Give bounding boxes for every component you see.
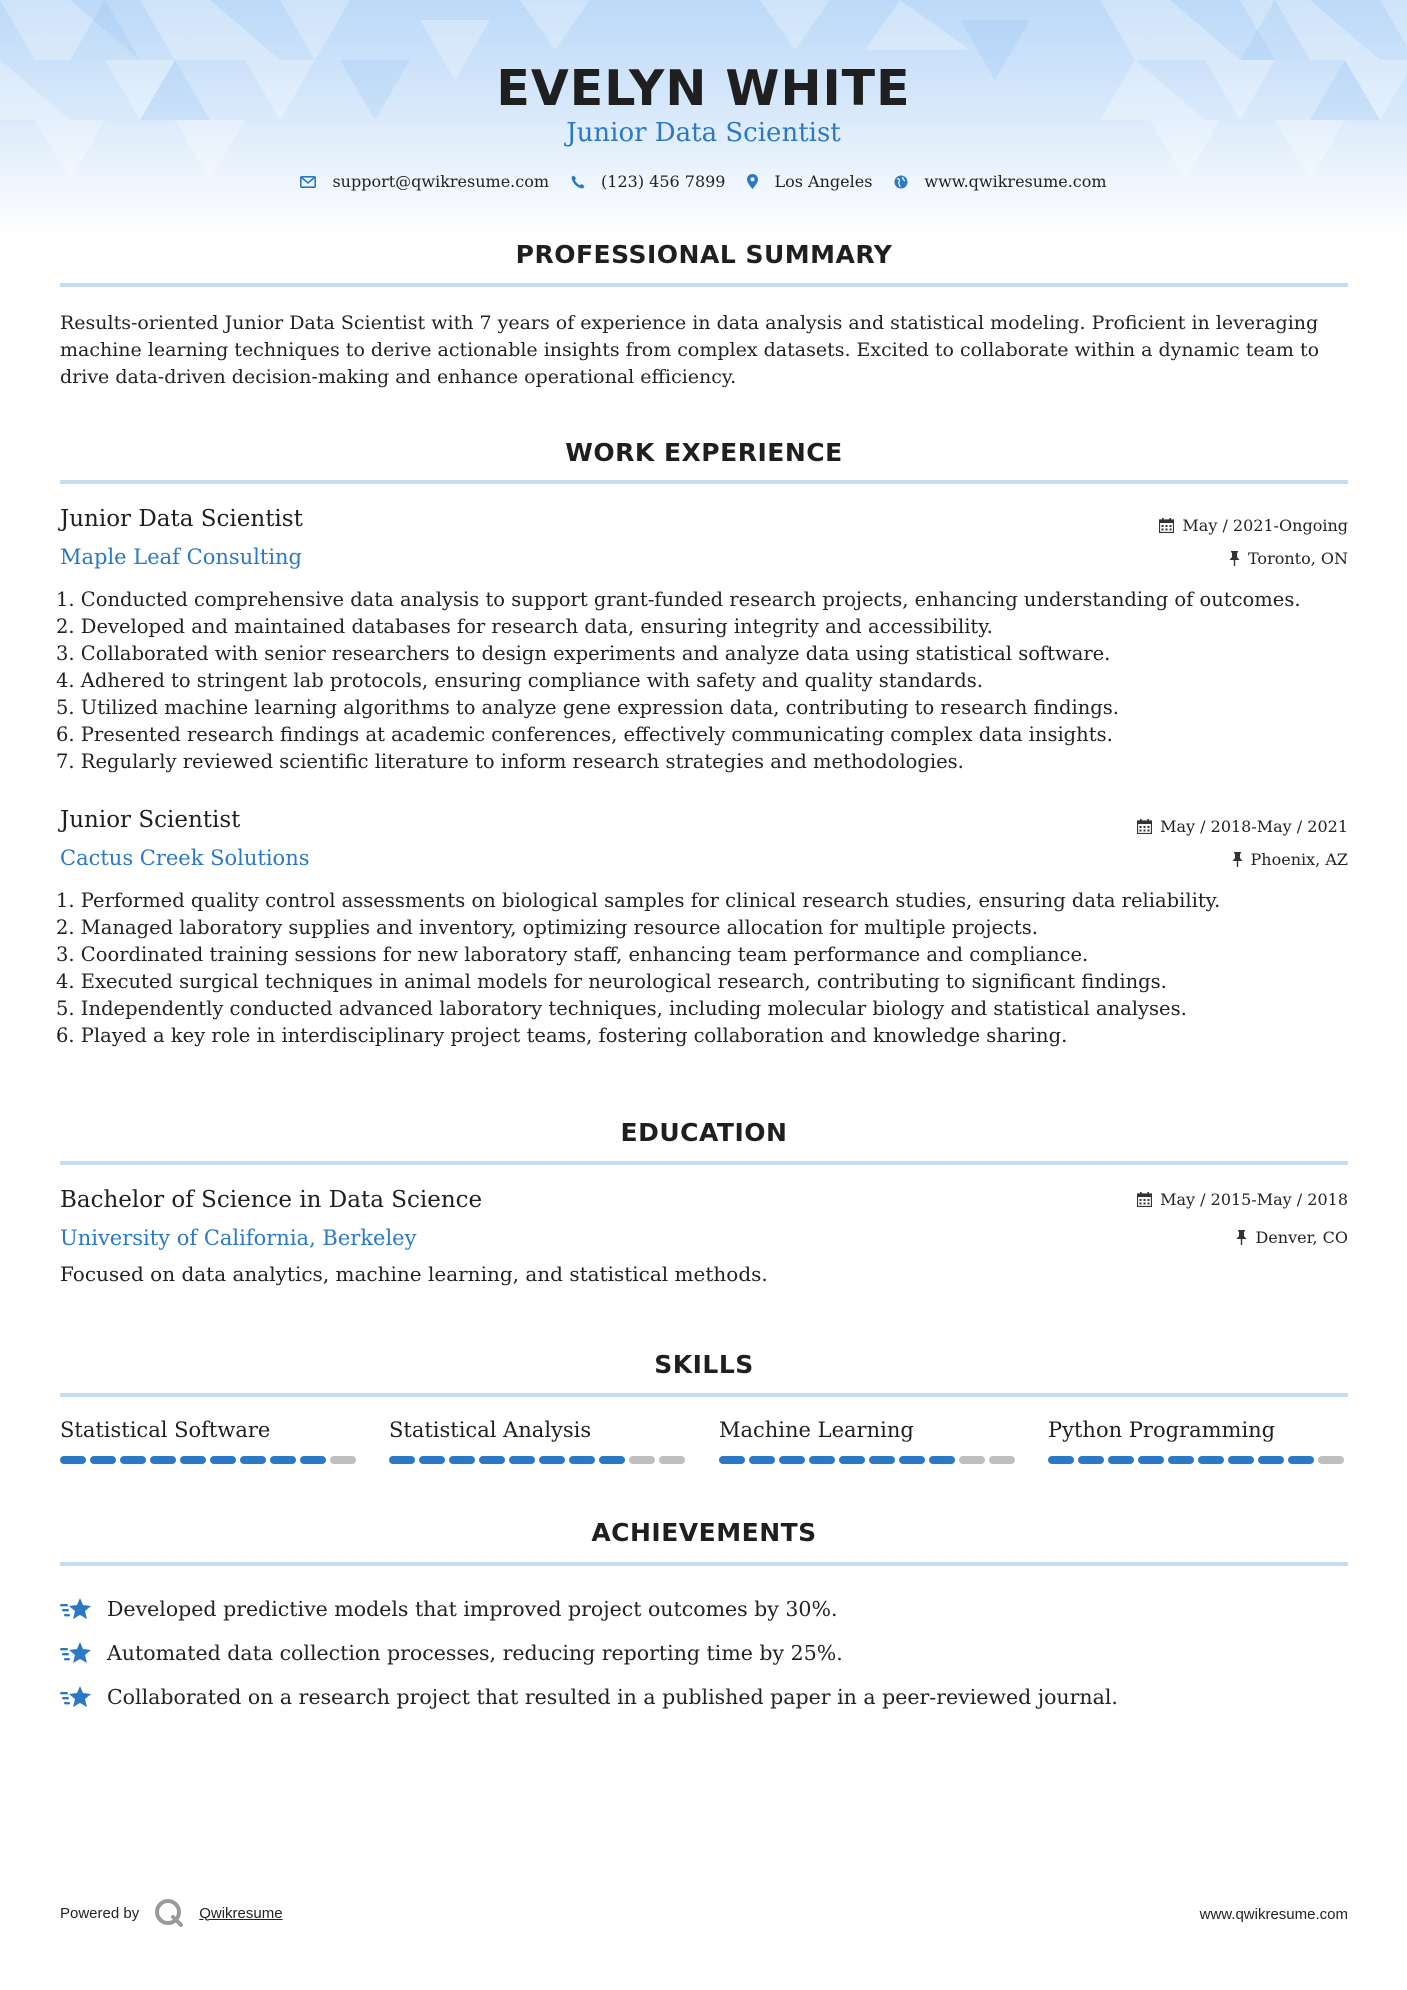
skill-name: Statistical Software (60, 1418, 271, 1442)
skill-segment (389, 1456, 415, 1464)
skill-segment (989, 1456, 1015, 1464)
skill-item (719, 1418, 1019, 1464)
job-location-text: Toronto, ON (1248, 549, 1348, 568)
shooting-star-icon (60, 1640, 93, 1666)
job-dates-text: May / 2021-Ongoing (1182, 516, 1348, 535)
skill-segment (1108, 1456, 1134, 1464)
location-text: Los Angeles (774, 172, 873, 191)
contact-bar (0, 172, 1407, 191)
skill-segment (449, 1456, 475, 1464)
skill-segment (419, 1456, 445, 1464)
section-title-education: EDUCATION (620, 1118, 788, 1147)
list-item: 6. Played a key role in interdisciplinary project teams, fostering collaboration and knowledge sharing. (56, 1024, 1068, 1047)
achievement-text: Collaborated on a research project that resulted in a published paper in a peer-reviewed journal. (107, 1685, 1118, 1709)
skill-segment (120, 1456, 146, 1464)
skill-name: Machine Learning (719, 1418, 914, 1442)
website-text: www.qwikresume.com (924, 172, 1107, 191)
skill-segment (1078, 1456, 1104, 1464)
skill-item (60, 1418, 360, 1464)
skill-segment (1138, 1456, 1164, 1464)
skill-segment (839, 1456, 865, 1464)
skill-segment (929, 1456, 955, 1464)
candidate-name: EVELYN WHITE (496, 60, 911, 117)
skill-segment (629, 1456, 655, 1464)
job-location-text: Phoenix, AZ (1250, 850, 1348, 869)
job-dates-text: May / 2018-May / 2021 (1160, 817, 1348, 836)
skill-segment (330, 1456, 356, 1464)
skill-segment (539, 1456, 565, 1464)
section-divider (60, 1161, 1348, 1165)
skill-item (389, 1418, 689, 1464)
job-title: Junior Data Scientist (60, 506, 303, 532)
globe-icon (894, 175, 908, 189)
contact-email[interactable] (300, 172, 549, 191)
company-name: Cactus Creek Solutions (60, 846, 310, 870)
envelope-icon (300, 176, 316, 188)
skill-level-bar (60, 1456, 360, 1464)
achievement-item (60, 1675, 1350, 1719)
contact-website[interactable] (894, 172, 1106, 191)
skill-segment (1288, 1456, 1314, 1464)
shooting-star-icon (60, 1684, 93, 1710)
skill-segment (959, 1456, 985, 1464)
job-dates (1137, 817, 1348, 836)
skill-name: Statistical Analysis (389, 1418, 592, 1442)
skill-segment (509, 1456, 535, 1464)
education-dates (1137, 1190, 1348, 1209)
list-item: 2. Developed and maintained databases for research data, ensuring integrity and accessibility. (56, 615, 993, 638)
list-item: 7. Regularly reviewed scientific literature to inform research strategies and methodologies. (56, 750, 964, 773)
education-description: Focused on data analytics, machine learning, and statistical methods. (60, 1262, 768, 1286)
contact-location (747, 172, 872, 191)
achievement-text: Automated data collection processes, reducing reporting time by 25%. (107, 1641, 843, 1665)
shooting-star-icon (60, 1596, 93, 1622)
skill-segment (1258, 1456, 1284, 1464)
education-location-text: Denver, CO (1255, 1228, 1348, 1247)
skill-segment (1168, 1456, 1194, 1464)
skill-segment (270, 1456, 296, 1464)
summary-text: Results-oriented Junior Data Scientist with 7 years of experience in data analysis and statistical modeling. Proficient in leveraging machine learning techniques to derive actionable insights from complex datasets. Excited to collaborate within a dynamic team to drive data-driven decision-making and enhance operational efficiency. (60, 312, 1320, 388)
skill-segment (1318, 1456, 1344, 1464)
skill-segment (150, 1456, 176, 1464)
skill-level-bar (389, 1456, 689, 1464)
footer-powered-by (60, 1897, 283, 1929)
qwikresume-link[interactable]: Qwikresume (199, 1904, 283, 1922)
list-item: 3. Collaborated with senior researchers to design experiments and analyze data using statistical software. (56, 642, 1111, 665)
list-item: 4. Executed surgical techniques in animal models for neurological research, contributing to significant findings. (56, 970, 1167, 993)
section-title-skills: SKILLS (654, 1350, 754, 1379)
skill-segment (1228, 1456, 1254, 1464)
pin-icon (1229, 551, 1240, 566)
skill-segment (569, 1456, 595, 1464)
powered-by-label: Powered by (60, 1904, 140, 1922)
list-item: 1. Conducted comprehensive data analysis to support grant-funded research projects, enhancing understanding of outcomes. (56, 588, 1301, 611)
skill-segment (809, 1456, 835, 1464)
section-divider (60, 283, 1348, 287)
skill-segment (300, 1456, 326, 1464)
header (0, 0, 1407, 235)
skill-item (1048, 1418, 1348, 1464)
map-marker-icon (747, 174, 758, 189)
job-title: Junior Scientist (60, 807, 241, 833)
skill-segment (1198, 1456, 1224, 1464)
skill-segment (479, 1456, 505, 1464)
section-title-experience: WORK EXPERIENCE (565, 438, 843, 467)
contact-phone[interactable] (571, 172, 725, 191)
section-title-achievements: ACHIEVEMENTS (591, 1518, 817, 1547)
pin-icon (1232, 852, 1243, 867)
job-dates (1159, 516, 1348, 535)
skill-segment (240, 1456, 266, 1464)
candidate-role: Junior Data Scientist (566, 118, 841, 148)
achievements-list (60, 1587, 1350, 1719)
skill-segment (180, 1456, 206, 1464)
list-item: 5. Independently conducted advanced laboratory techniques, including molecular biology and statistical analyses. (56, 997, 1187, 1020)
footer-website-link[interactable]: www.qwikresume.com (1199, 1906, 1348, 1923)
skill-segment (659, 1456, 685, 1464)
job-location (1229, 549, 1348, 568)
calendar-icon (1137, 819, 1152, 834)
list-item: 5. Utilized machine learning algorithms to analyze gene expression data, contributing to research findings. (56, 696, 1119, 719)
calendar-icon (1137, 1192, 1152, 1207)
school-name: University of California, Berkeley (60, 1226, 417, 1250)
phone-text: (123) 456 7899 (601, 172, 726, 191)
company-name: Maple Leaf Consulting (60, 545, 303, 569)
email-text: support@qwikresume.com (332, 172, 550, 191)
job-location (1232, 850, 1348, 869)
list-item: 3. Coordinated training sessions for new laboratory staff, enhancing team performance and compliance. (56, 943, 1089, 966)
skill-segment (1048, 1456, 1074, 1464)
skill-segment (749, 1456, 775, 1464)
section-divider (60, 1393, 1348, 1397)
skill-segment (899, 1456, 925, 1464)
list-item: 2. Managed laboratory supplies and inventory, optimizing resource allocation for multiple projects. (56, 916, 1038, 939)
skill-level-bar (1048, 1456, 1348, 1464)
list-item: 6. Presented research findings at academic conferences, effectively communicating complex data insights. (56, 723, 1113, 746)
calendar-icon (1159, 518, 1174, 533)
skill-segment (869, 1456, 895, 1464)
section-divider (60, 480, 1348, 484)
skill-segment (719, 1456, 745, 1464)
section-title-summary: PROFESSIONAL SUMMARY (515, 240, 893, 269)
job-responsibilities (56, 887, 1356, 1049)
skill-segment (599, 1456, 625, 1464)
section-divider (60, 1562, 1348, 1566)
education-dates-text: May / 2015-May / 2018 (1160, 1190, 1348, 1209)
skill-segment (90, 1456, 116, 1464)
achievement-item (60, 1631, 1350, 1675)
qwikresume-logo-icon (153, 1897, 185, 1929)
skill-segment (60, 1456, 86, 1464)
degree-title: Bachelor of Science in Data Science (60, 1187, 483, 1213)
skill-segment (210, 1456, 236, 1464)
skill-segment (779, 1456, 805, 1464)
education-location (1236, 1228, 1348, 1247)
skill-level-bar (719, 1456, 1019, 1464)
phone-icon (571, 175, 585, 189)
list-item: 4. Adhered to stringent lab protocols, ensuring compliance with safety and quality standards. (56, 669, 983, 692)
list-item: 1. Performed quality control assessments on biological samples for clinical research studies, ensuring data reliability. (56, 889, 1221, 912)
achievement-text: Developed predictive models that improved project outcomes by 30%. (107, 1597, 838, 1621)
job-responsibilities (56, 586, 1356, 775)
skill-name: Python Programming (1048, 1418, 1276, 1442)
achievement-item (60, 1587, 1350, 1631)
pin-icon (1236, 1230, 1247, 1245)
